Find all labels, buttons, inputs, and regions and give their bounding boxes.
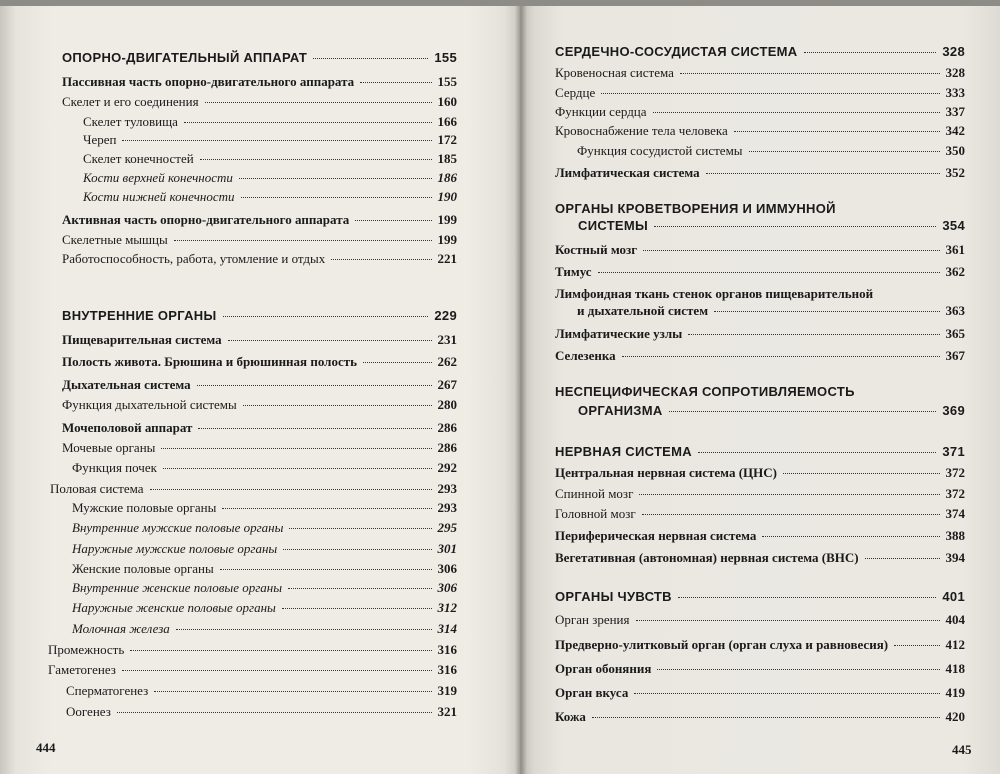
toc-entry: Орган обоняния 418 (555, 661, 965, 676)
toc-entry: Кровоснабжение тела человека 342 (555, 123, 965, 138)
toc-entry: Промежность 316 (48, 642, 457, 657)
toc-entry: Пассивная часть опорно-двигательного аппарата 155 (62, 74, 457, 89)
toc-entry: Скелет и его соединения 160 (62, 94, 457, 109)
book-gutter (515, 6, 527, 774)
toc-entry: Кости верхней конечности 186 (83, 170, 457, 185)
toc-section-heading: СИСТЕМЫ 354 (578, 218, 965, 233)
toc-entry: Наружные женские половые органы 312 (72, 600, 457, 615)
toc-entry: Наружные мужские половые органы 301 (72, 541, 457, 556)
toc-entry: Центральная нервная система (ЦНС) 372 (555, 465, 965, 480)
toc-entry: Молочная железа 314 (72, 621, 457, 636)
toc-entry: Дыхательная система 267 (62, 377, 457, 392)
toc-section-heading: СЕРДЕЧНО-СОСУДИСТАЯ СИСТЕМА 328 (555, 44, 965, 59)
toc-entry: Функция почек 292 (72, 460, 457, 475)
toc-entry: Мужские половые органы 293 (72, 500, 457, 515)
toc-entry: Внутренние женские половые органы 306 (72, 580, 457, 595)
toc-entry: Работоспособность, работа, утомление и отдых 221 (62, 251, 457, 266)
toc-entry: Кости нижней конечности 190 (83, 189, 457, 204)
toc-entry: Костный мозг 361 (555, 242, 965, 257)
toc-entry: Кожа 420 (555, 709, 965, 724)
toc-entry: Скелетные мышцы 199 (62, 232, 457, 247)
toc-entry: Орган зрения 404 (555, 612, 965, 627)
toc-entry: Полость живота. Брюшина и брюшинная полость 262 (62, 354, 457, 369)
toc-section-heading: ОРГАНЫ ЧУВСТВ 401 (555, 589, 965, 604)
toc-entry: и дыхательной систем 363 (577, 303, 965, 318)
toc-entry: Сперматогенез 319 (66, 683, 457, 698)
toc-entry: Головной мозг 374 (555, 506, 965, 521)
toc-section-heading-line1: НЕСПЕЦИФИЧЕСКАЯ СОПРОТИВЛЯЕМОСТЬ (555, 384, 855, 399)
toc-entry: Сердце 333 (555, 85, 965, 100)
toc-entry: Функция сосудистой системы 350 (577, 143, 965, 158)
page-number-right: 445 (952, 742, 972, 757)
toc-entry: Предверно-улитковый орган (орган слуха и равновесия) 412 (555, 637, 965, 652)
toc-section-heading: НЕРВНАЯ СИСТЕМА 371 (555, 444, 965, 459)
toc-entry: Женские половые органы 306 (72, 561, 457, 576)
toc-section-heading-line1: ОРГАНЫ КРОВЕТВОРЕНИЯ И ИММУННОЙ (555, 201, 836, 216)
toc-entry: Мочеполовой аппарат 286 (62, 420, 457, 435)
toc-entry: Лимфатические узлы 365 (555, 326, 965, 341)
toc-entry: Спинной мозг 372 (555, 486, 965, 501)
toc-entry: Скелет конечностей 185 (83, 151, 457, 166)
page-number-left: 444 (36, 740, 56, 755)
toc-entry: Оогенез 321 (66, 704, 457, 719)
toc-entry: Пищеварительная система 231 (62, 332, 457, 347)
toc-section-heading: ВНУТРЕННИЕ ОРГАНЫ 229 (62, 308, 457, 323)
toc-entry: Скелет туловища 166 (83, 114, 457, 129)
toc-entry: Половая система 293 (50, 481, 457, 496)
toc-entry: Тимус 362 (555, 264, 965, 279)
toc-entry: Функции сердца 337 (555, 104, 965, 119)
toc-entry-line1: Лимфоидная ткань стенок органов пищеварительной (555, 286, 874, 301)
toc-entry: Лимфатическая система 352 (555, 165, 965, 180)
toc-section-heading: ОПОРНО-ДВИГАТЕЛЬНЫЙ АППАРАТ 155 (62, 50, 457, 65)
toc-entry: Активная часть опорно-двигательного аппарата 199 (62, 212, 457, 227)
toc-entry: Периферическая нервная система 388 (555, 528, 965, 543)
toc-entry: Гаметогенез 316 (48, 662, 457, 677)
toc-entry: Вегетативная (автономная) нервная система (ВНС) 394 (555, 550, 965, 565)
toc-entry: Мочевые органы 286 (62, 440, 457, 455)
toc-entry: Кровеносная система 328 (555, 65, 965, 80)
toc-section-heading: ОРГАНИЗМА 369 (578, 403, 965, 418)
toc-entry: Череп 172 (83, 132, 457, 147)
toc-entry: Внутренние мужские половые органы 295 (72, 520, 457, 535)
toc-entry: Орган вкуса 419 (555, 685, 965, 700)
toc-entry: Функция дыхательной системы 280 (62, 397, 457, 412)
toc-entry: Селезенка 367 (555, 348, 965, 363)
